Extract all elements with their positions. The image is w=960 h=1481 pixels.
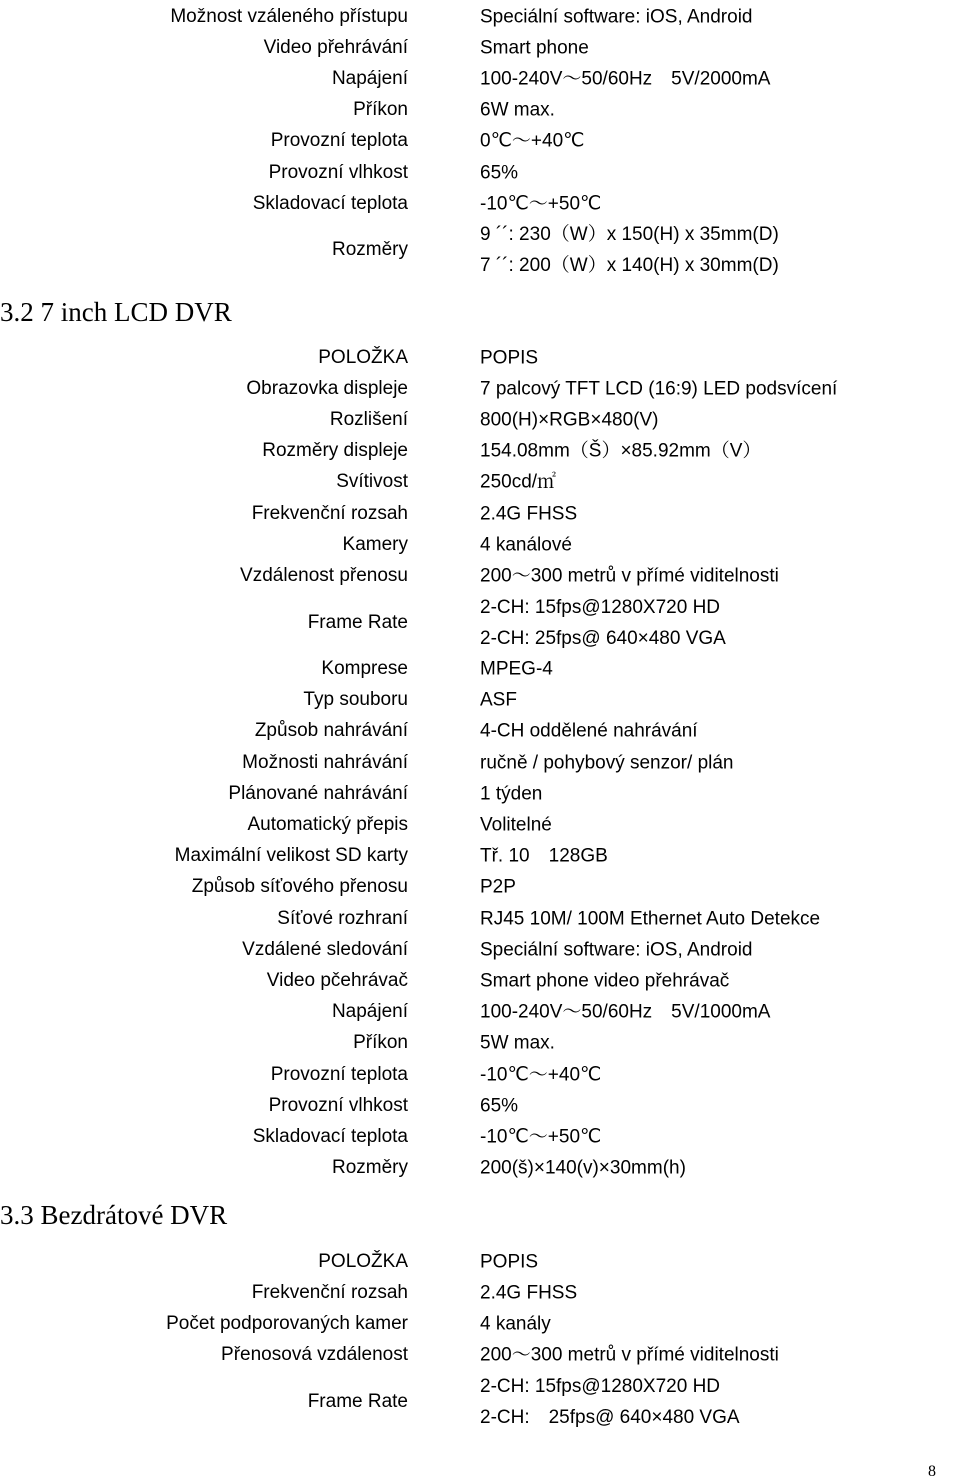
spec-label: Způsob nahrávání [254, 720, 408, 742]
spec-label: Kamery [342, 533, 408, 555]
spec-value [480, 1, 752, 32]
table-row [0, 188, 960, 219]
spec-value-line: 6W max. [480, 99, 555, 121]
spec-value-line: 200～300 metrů v přímé viditelnosti [480, 1344, 779, 1366]
spec-label: Obrazovka displeje [246, 377, 408, 399]
spec-value [480, 1277, 577, 1308]
table-row [0, 404, 960, 435]
table-row [0, 809, 960, 840]
spec-label: Automatický přepis [247, 814, 408, 836]
header-description [480, 1246, 538, 1277]
table-row [0, 157, 960, 188]
spec-value-line: 7 ´´: 200（W）x 140(H) x 30mm(D) [480, 255, 779, 277]
spec-value [480, 997, 770, 1028]
spec-value-line: -10℃～+50℃ [480, 193, 602, 215]
spec-label: Frame Rate [307, 611, 408, 633]
spec-value [480, 1153, 686, 1184]
spec-label: Přenosová vzdálenost [221, 1344, 408, 1366]
spec-label: Provozní teplota [270, 1063, 408, 1085]
spec-label: Provozní vlhkost [268, 161, 408, 183]
spec-value-line: 800(H)×RGB×480(V) [480, 409, 659, 431]
spec-label: Maximální velikost SD karty [174, 845, 408, 867]
spec-value [480, 1308, 551, 1339]
spec-label: Možnost vzáleného přístupu [170, 5, 408, 27]
spec-value [480, 1121, 601, 1152]
spec-value-line: 0℃～+40℃ [480, 130, 585, 152]
spec-value-line: 2.4G FHSS [480, 1282, 578, 1304]
spec-value-line: 4 kanálové [480, 534, 572, 556]
spec-label: Frekvenční rozsah [251, 1281, 408, 1303]
spec-value [480, 1059, 601, 1090]
spec-label: Frame Rate [307, 1390, 408, 1412]
table-row [0, 716, 960, 747]
spec-value-line: RJ45 10M/ 100M Ethernet Auto Detekce [480, 908, 821, 930]
spec-value-line: 1 týden [480, 783, 543, 805]
table-row [0, 560, 960, 591]
section-title-lcd: 3.2 7 inch LCD DVR [0, 297, 232, 327]
top-spec-table [0, 1, 960, 281]
spec-label: Způsob síťového přenosu [191, 876, 408, 898]
table-row [0, 965, 960, 996]
table-row [0, 592, 960, 654]
spec-label: Napájení [331, 67, 408, 89]
spec-value [480, 872, 516, 903]
spec-value [480, 1371, 740, 1433]
table-row [0, 219, 960, 281]
table-header-row [0, 342, 960, 373]
spec-value-line: 200(š)×140(v)×30mm(h) [480, 1157, 686, 1179]
spec-value-line: ASF [480, 689, 517, 711]
table-row [0, 685, 960, 716]
spec-value-line: 100-240V～50/60Hz 5V/1000mA [480, 1001, 771, 1023]
table-row [0, 1059, 960, 1090]
spec-label: Provozní teplota [270, 130, 408, 152]
spec-label: Rozlišení [329, 408, 408, 430]
spec-value [480, 436, 761, 467]
table-row [0, 997, 960, 1028]
spec-value [480, 63, 770, 94]
spec-value-line: 2-CH: 25fps@ 640×480 VGA [480, 627, 726, 649]
spec-value [480, 654, 553, 685]
spec-value-line: Speciální software: iOS, Android [480, 939, 753, 961]
spec-value-line: POPIS [480, 1251, 539, 1273]
spec-value-line: 2-CH: 25fps@ 640×480 VGA [480, 1406, 740, 1428]
spec-label: Video pčehrávač [266, 969, 408, 991]
spec-label: Skladovací teplota [252, 1125, 408, 1147]
table-row [0, 1308, 960, 1339]
spec-value [480, 903, 820, 934]
spec-value-line: POPIS [480, 347, 539, 369]
table-row [0, 1340, 960, 1371]
spec-value-line: Smart phone [480, 37, 589, 59]
table-row [0, 872, 960, 903]
spec-label: Vzdálenost přenosu [240, 564, 408, 586]
spec-value [480, 529, 572, 560]
table-row [0, 1277, 960, 1308]
spec-value-line: Speciální software: iOS, Android [480, 6, 753, 28]
spec-value-line: 5W max. [480, 1032, 555, 1054]
lcd-spec-table [0, 342, 960, 1184]
spec-value [480, 841, 608, 872]
spec-value [480, 1028, 555, 1059]
spec-value-line: Tř. 10 128GB [480, 845, 608, 867]
spec-value [480, 467, 556, 498]
spec-value [480, 498, 577, 529]
table-row [0, 373, 960, 404]
spec-label: Rozměry displeje [262, 440, 408, 462]
spec-label: Typ souboru [303, 689, 408, 711]
spec-value-line: P2P [480, 876, 516, 898]
spec-value [480, 778, 542, 809]
spec-label: Plánované nahrávání [228, 782, 408, 804]
spec-value [480, 126, 584, 157]
spec-label: Počet podporovaných kamer [166, 1312, 408, 1334]
table-row [0, 436, 960, 467]
wireless-spec-table [0, 1246, 960, 1433]
spec-value-line: 154.08mm（Š）×85.92mm（V） [480, 440, 762, 462]
spec-label: Vzdálené sledování [242, 938, 408, 960]
spec-value-line: 2.4G FHSS [480, 503, 578, 525]
spec-label: Možnosti nahrávání [242, 751, 408, 773]
spec-label: Síťové rozhraní [277, 907, 408, 929]
header-item-label: POLOŽKA [318, 346, 408, 368]
spec-value [480, 32, 589, 63]
header-description [480, 342, 538, 373]
spec-value-line: 250cd/㎡ [480, 471, 557, 493]
spec-value [480, 373, 837, 404]
spec-value-line: 7 palcový TFT LCD (16:9) LED podsvícení [480, 378, 838, 400]
spec-label: Rozměry [331, 1157, 408, 1179]
spec-label: Frekvenční rozsah [251, 502, 408, 524]
spec-label: Rozměry [331, 239, 408, 261]
spec-label: Napájení [331, 1001, 408, 1023]
table-row [0, 1371, 960, 1433]
table-row [0, 1, 960, 32]
table-row [0, 1153, 960, 1184]
table-row [0, 95, 960, 126]
spec-value-line: Smart phone video přehrávač [480, 970, 730, 992]
spec-value-line: 65% [480, 1095, 519, 1117]
table-row [0, 747, 960, 778]
spec-label: Komprese [321, 658, 408, 680]
header-item-label: POLOŽKA [318, 1250, 408, 1272]
spec-value-line: 9 ´´: 230（W）x 150(H) x 35mm(D) [480, 224, 779, 246]
spec-value [480, 965, 729, 996]
spec-value [480, 747, 734, 778]
spec-value-line: 200～300 metrů v přímé viditelnosti [480, 565, 779, 587]
table-row [0, 498, 960, 529]
spec-value [480, 157, 518, 188]
spec-value [480, 404, 658, 435]
spec-value [480, 934, 752, 965]
table-row [0, 1090, 960, 1121]
spec-value-line: ručně / pohybový senzor/ plán [480, 752, 734, 774]
spec-value [480, 685, 517, 716]
table-row [0, 63, 960, 94]
spec-value [480, 716, 698, 747]
spec-label: Provozní vlhkost [268, 1094, 408, 1116]
spec-value-line: 65% [480, 162, 519, 184]
table-row [0, 654, 960, 685]
table-row [0, 1121, 960, 1152]
spec-value [480, 810, 552, 841]
spec-value-line: 2-CH: 15fps@1280X720 HD [480, 596, 721, 618]
table-row [0, 841, 960, 872]
table-header-row [0, 1246, 960, 1277]
table-row [0, 903, 960, 934]
spec-value [480, 1090, 518, 1121]
spec-value [480, 592, 726, 654]
spec-value-line: -10℃～+50℃ [480, 1126, 602, 1148]
spec-label: Skladovací teplota [252, 192, 408, 214]
spec-value [480, 1340, 779, 1371]
spec-value-line: 4-CH oddělené nahrávání [480, 720, 698, 742]
spec-value-line: 4 kanály [480, 1313, 551, 1335]
spec-label: Příkon [353, 1032, 408, 1054]
section-title-wireless: 3.3 Bezdrátové DVR [0, 1200, 228, 1230]
spec-value [480, 188, 601, 219]
spec-value-line: 2-CH: 15fps@1280X720 HD [480, 1375, 721, 1397]
spec-label: Příkon [353, 99, 408, 121]
spec-value [480, 560, 779, 591]
spec-label: Video přehrávání [263, 36, 408, 58]
table-row [0, 32, 960, 63]
spec-value [480, 95, 555, 126]
spec-value-line: 100-240V～50/60Hz 5V/2000mA [480, 68, 771, 90]
spec-value-line: Volitelné [480, 814, 552, 836]
page-number: 8 [928, 1463, 936, 1480]
spec-label: Svítivost [336, 471, 408, 493]
table-row [0, 1028, 960, 1059]
table-row [0, 934, 960, 965]
spec-value-line: MPEG-4 [480, 658, 553, 680]
spec-value-line: -10℃～+40℃ [480, 1064, 602, 1086]
spec-value [480, 219, 779, 281]
table-row [0, 778, 960, 809]
table-row [0, 467, 960, 498]
table-row [0, 126, 960, 157]
table-row [0, 529, 960, 560]
